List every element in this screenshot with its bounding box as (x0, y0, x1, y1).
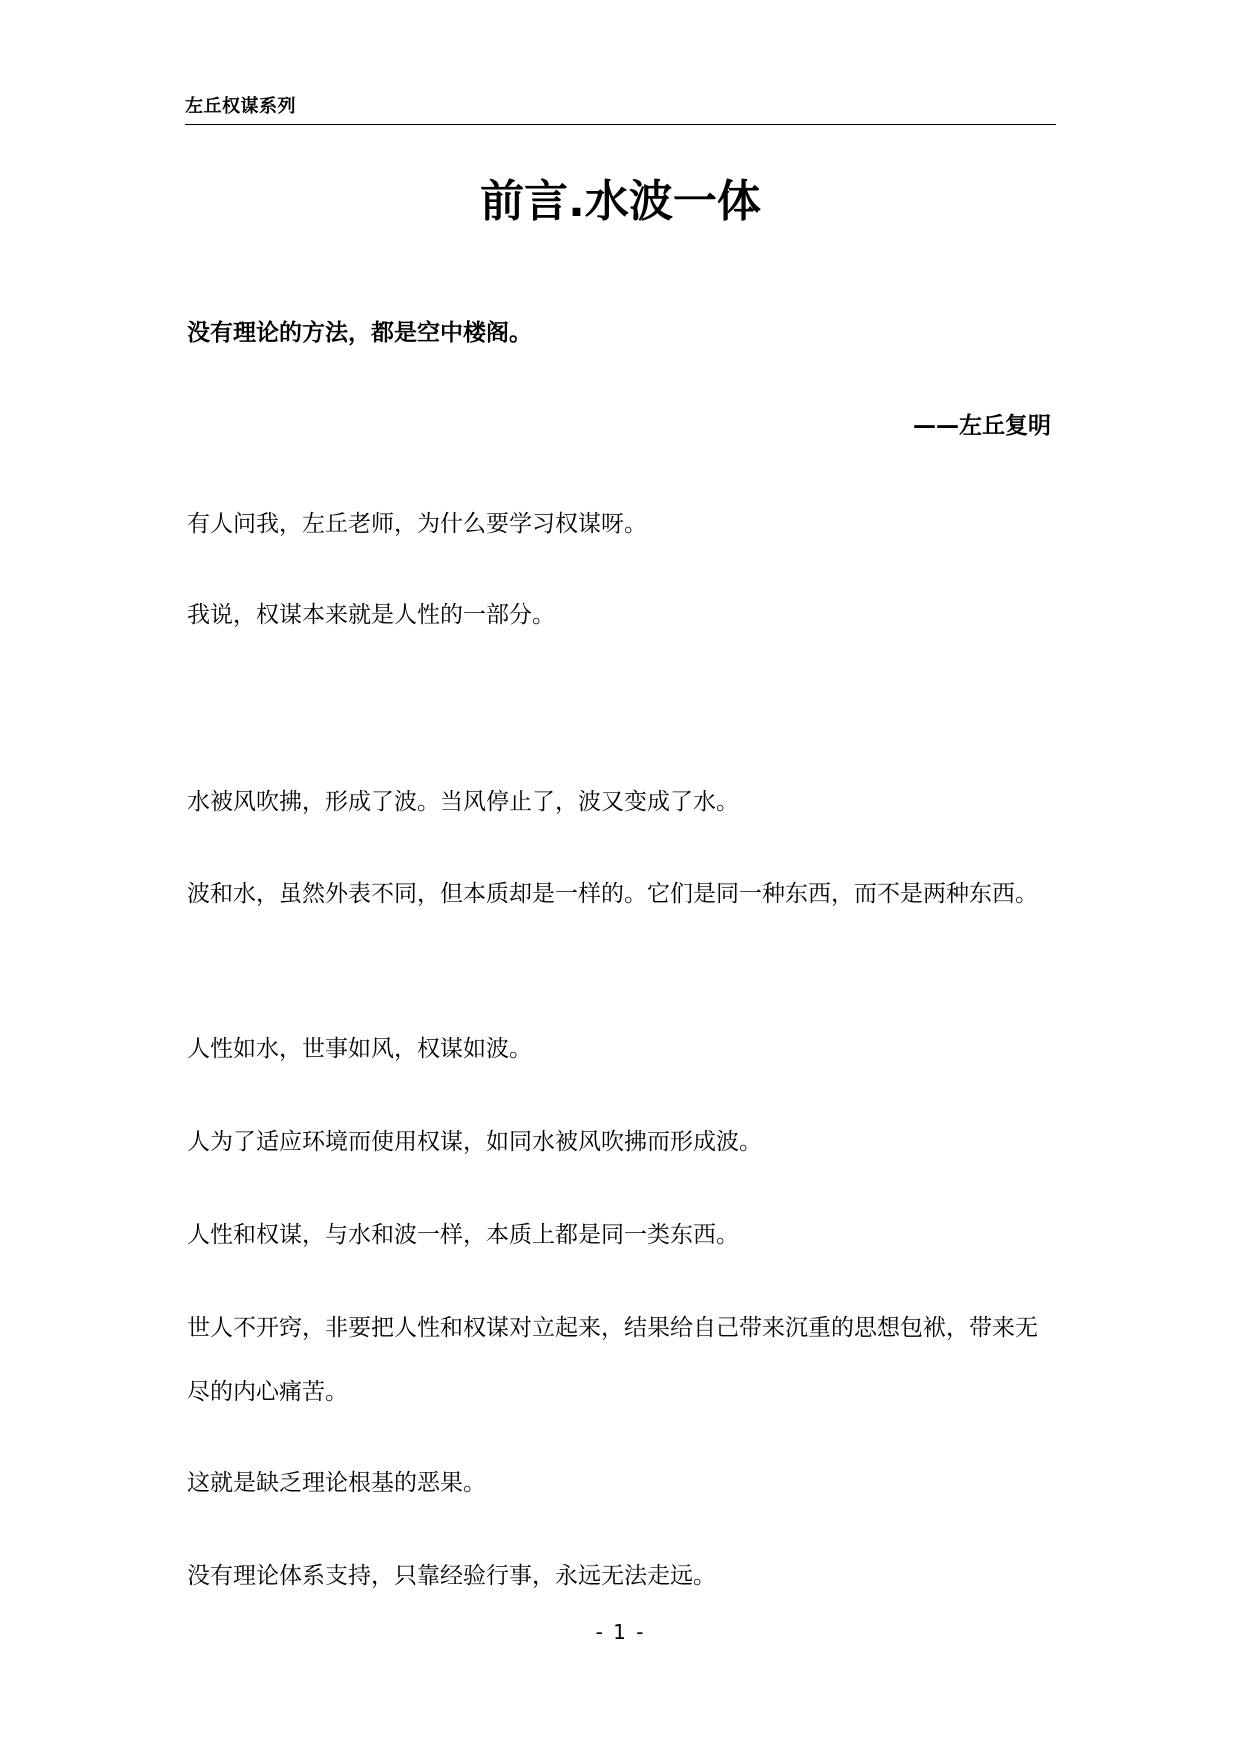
epigraph-attribution: ——左丘复明 (913, 413, 1051, 439)
paragraph: 人性和权谋，与水和波一样，本质上都是同一类东西。 (187, 1222, 739, 1248)
paragraph: 我说，权谋本来就是人性的一部分。 (187, 602, 555, 628)
paragraph: 没有理论体系支持，只靠经验行事，永远无法走远。 (187, 1563, 716, 1589)
paragraph: 波和水，虽然外表不同，但本质却是一样的。它们是同一种东西，而不是两种东西。 (187, 881, 1038, 907)
paragraph: 水被风吹拂，形成了波。当风停止了，波又变成了水。 (187, 789, 739, 815)
paragraph: 这就是缺乏理论根基的恶果。 (187, 1470, 486, 1496)
epigraph-quote: 没有理论的方法，都是空中楼阁。 (187, 320, 532, 346)
paragraph: 人性如水，世事如风，权谋如波。 (187, 1036, 532, 1062)
chapter-title: 前言.水波一体 (480, 176, 761, 227)
series-title: 左丘权谋系列 (185, 96, 296, 117)
paragraph: 人为了适应环境而使用权谋，如同水被风吹拂而形成波。 (187, 1129, 762, 1155)
header-divider (185, 124, 1056, 125)
paragraph: 有人问我，左丘老师，为什么要学习权谋呀。 (187, 511, 647, 537)
paragraph: 世人不开窍，非要把人性和权谋对立起来，结果给自己带来沉重的思想包袱，带来无尽的内心痛苦。 (187, 1315, 1038, 1405)
page-number: - 1 - (595, 1620, 646, 1644)
